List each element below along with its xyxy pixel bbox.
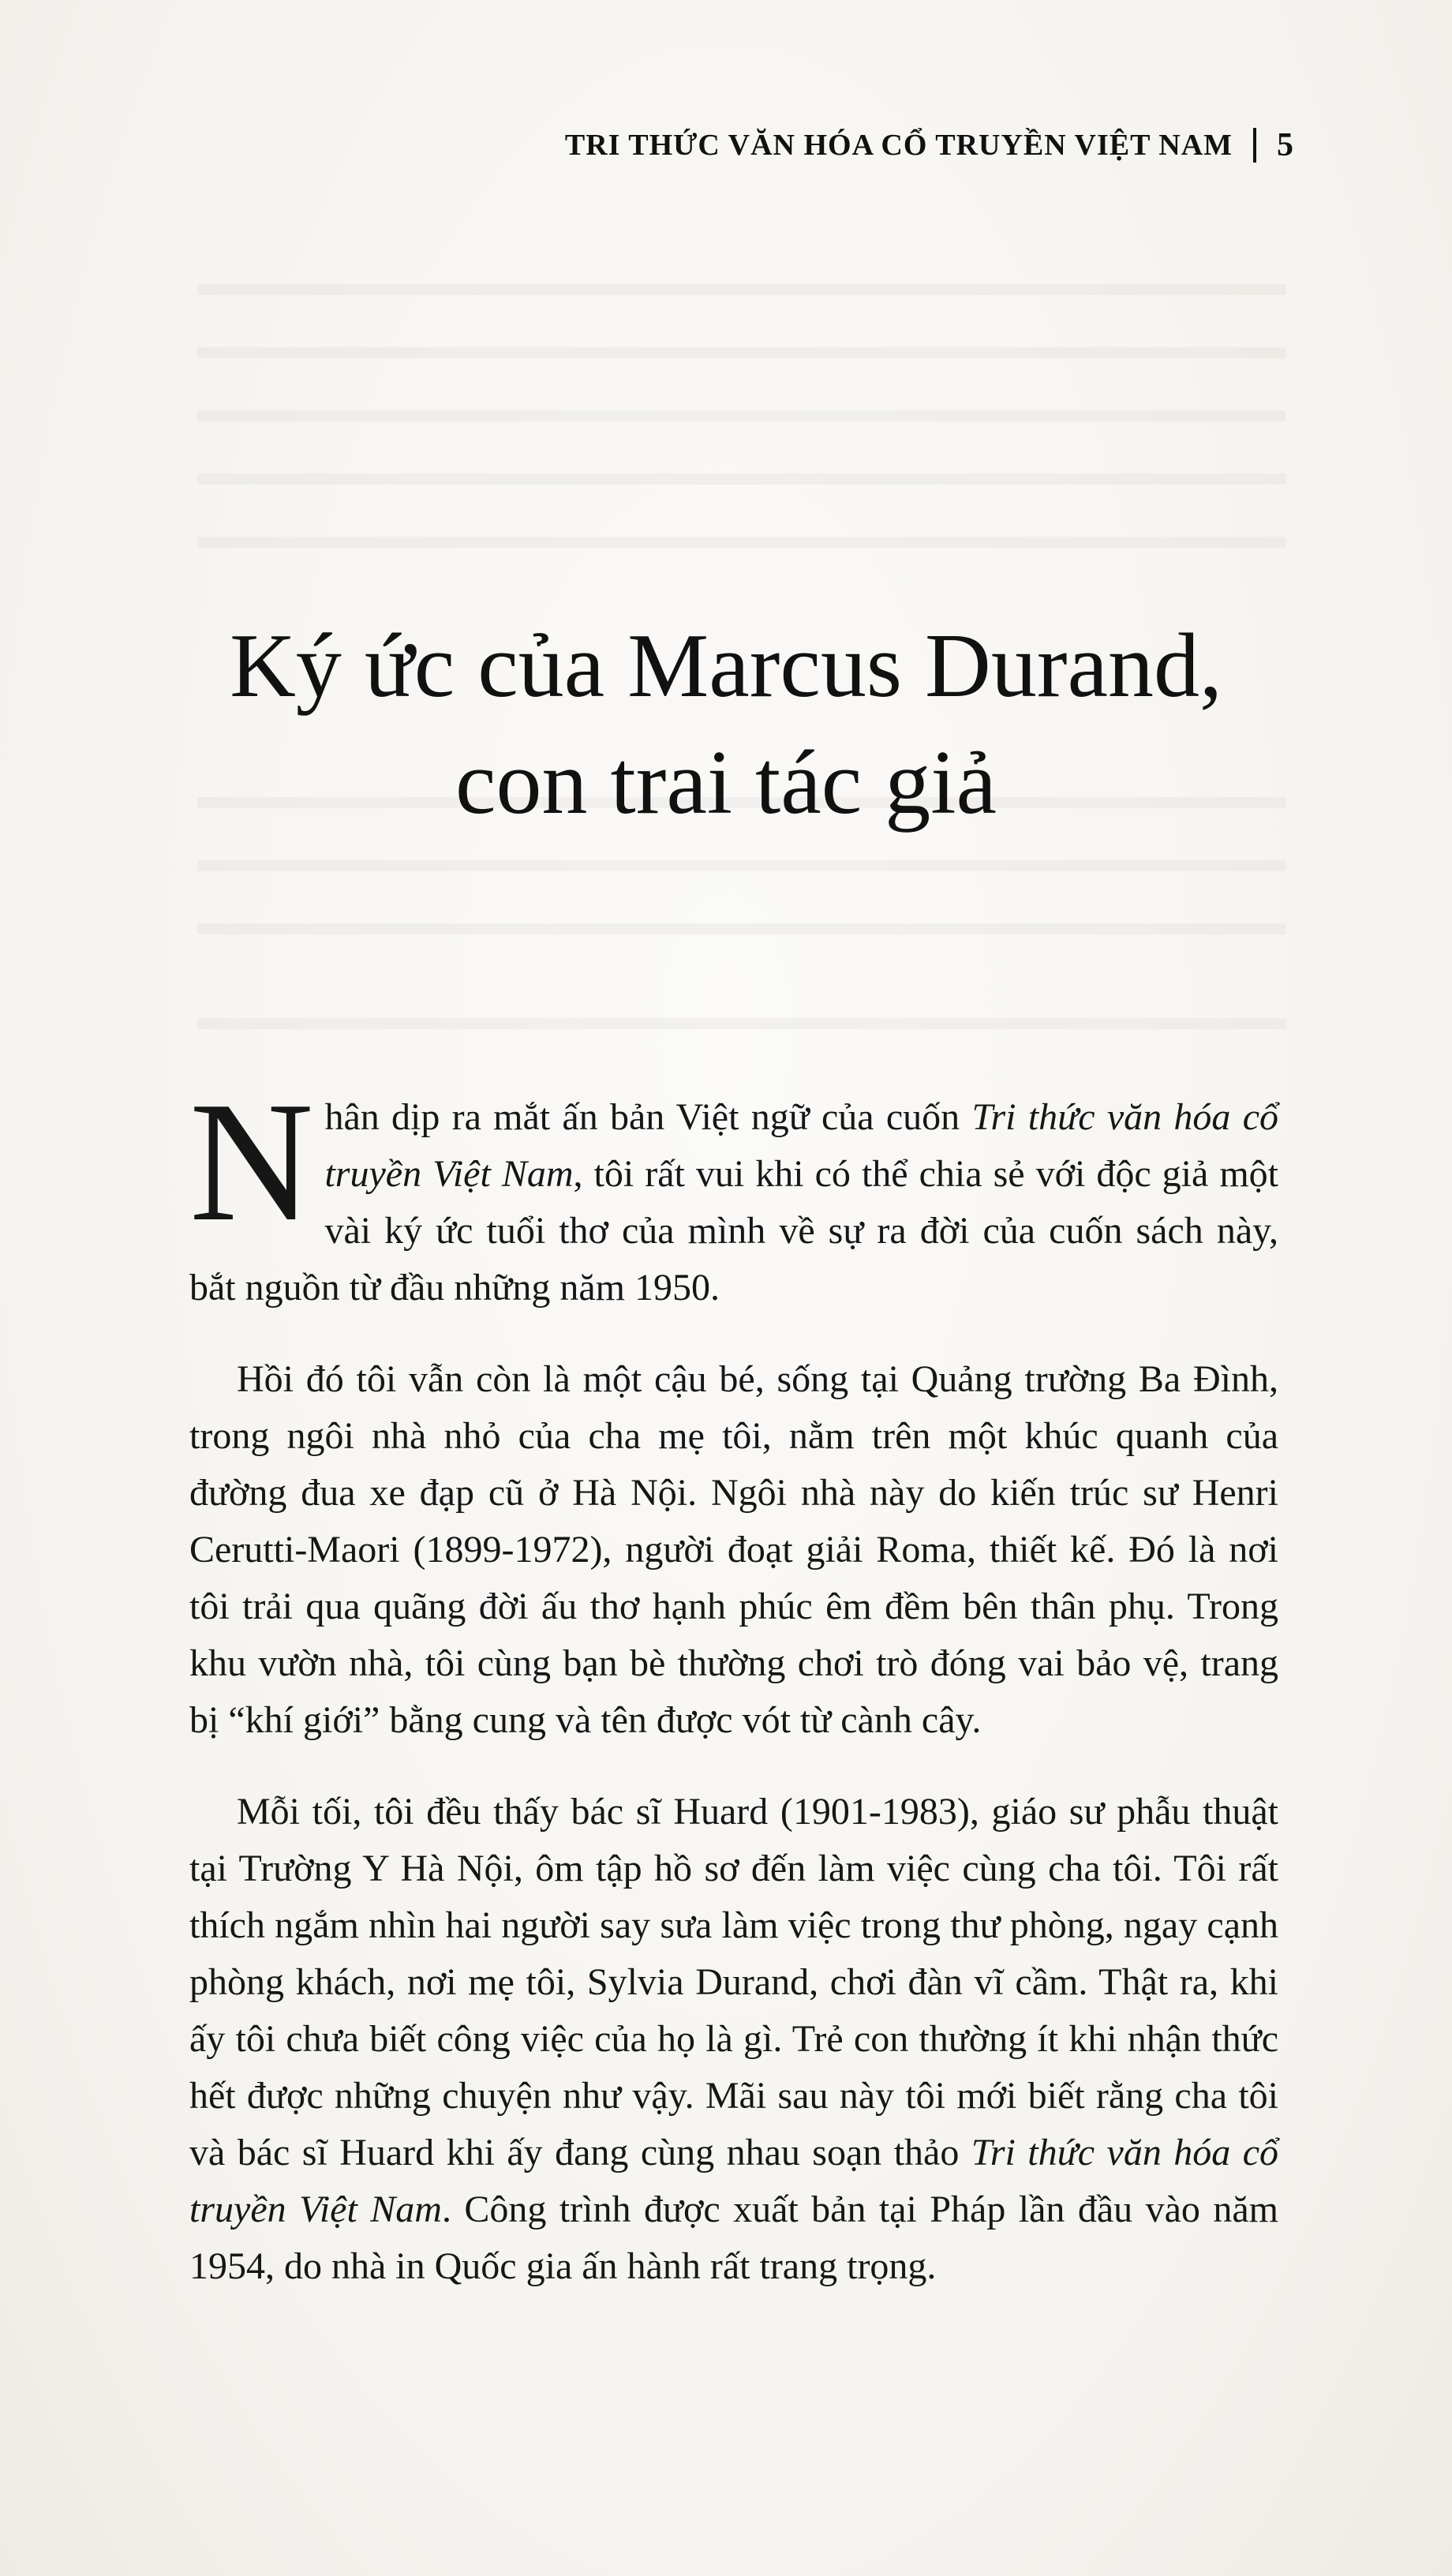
bleed-through-line [197, 860, 1286, 871]
body-text [189, 1067, 1279, 2330]
bleed-through-line [197, 284, 1286, 295]
bleed-through-line [197, 923, 1286, 934]
paragraph-2: Hồi đó tôi vẫn còn là một cậu bé, sống tại Quảng trường Ba Đình, trong ngôi nhà nhỏ của cha mẹ tôi, nằm trên một khúc quanh của đường đua xe đạp cũ ở Hà Nội. Ngôi nhà này do kiến trúc sư Henri Cerutti-Maori (1899-1972), người đoạt giải Roma, thiết kế. Đó là nơi tôi trải qua quãng đời ấu thơ hạnh phúc êm đềm bên thân phụ. Trong khu vườn nhà, tôi cùng bạn bè thường chơi trò đóng vai bảo vệ, trang bị “khí giới” bằng cung và tên được vót từ cành cây. [189, 1358, 1278, 1741]
paragraph-1 [189, 1067, 1278, 1316]
bleed-through-line [197, 1018, 1286, 1029]
paragraph-3 [189, 1784, 1278, 2295]
drop-cap: N [189, 1067, 314, 1257]
page-number: 5 [1277, 127, 1294, 163]
paragraph-3-text-a: Mỗi tối, tôi đều thấy bác sĩ Huard (1901-1983), giáo sư phẫu thuật tại Trường Y Hà Nội, ôm tập hồ sơ đến làm việc cùng cha tôi. Tôi rất thích ngắm nhìn hai người say sưa làm việc trong thư phòng, ngay cạnh phòng khách, nơi mẹ tôi, Sylvia Durand, chơi đàn vĩ cầm. Thật ra, khi ấy tôi chưa biết công việc của họ là gì. Trẻ con thường ít khi nhận thức hết được những chuyện như vậy. Mãi sau này tôi mới biết rằng cha tôi và bác sĩ Huard khi ấy đang cùng nhau soạn thảo [189, 1791, 1278, 2174]
bleed-through-line [197, 347, 1286, 358]
running-header [565, 126, 1294, 164]
paragraph-1-text-a: hân dịp ra mắt ấn bản Việt ngữ của cuốn [324, 1096, 972, 1138]
book-title-italic: Tri thức văn hóa cổ truyền Việt Nam [189, 2132, 1279, 2230]
paragraph-1-text-b: , tôi rất vui khi có thể chia sẻ với độc giả một vài ký ức tuổi thơ của mình về sự ra đời của cuốn sách này, bắt nguồn từ đầu những năm 1950. [189, 1153, 1278, 1309]
bleed-through-line [197, 537, 1286, 548]
chapter-title [118, 608, 1334, 841]
header-separator [1253, 128, 1256, 163]
bleed-through-line [197, 410, 1286, 421]
bleed-through-line [197, 474, 1286, 485]
chapter-title-line-2: con trai tác giả [455, 732, 997, 833]
book-title-italic: Tri thức văn hóa cổ truyền Việt Nam [324, 1096, 1278, 1195]
chapter-title-line-1: Ký ức của Marcus Durand, [230, 616, 1222, 717]
paragraph-3-text-b: . Công trình được xuất bản tại Pháp lần đầu vào năm 1954, do nhà in Quốc gia ấn hành rất trang trọng. [189, 2188, 1279, 2287]
running-title: TRI THỨC VĂN HÓA CỔ TRUYỀN VIỆT NAM [564, 129, 1233, 162]
